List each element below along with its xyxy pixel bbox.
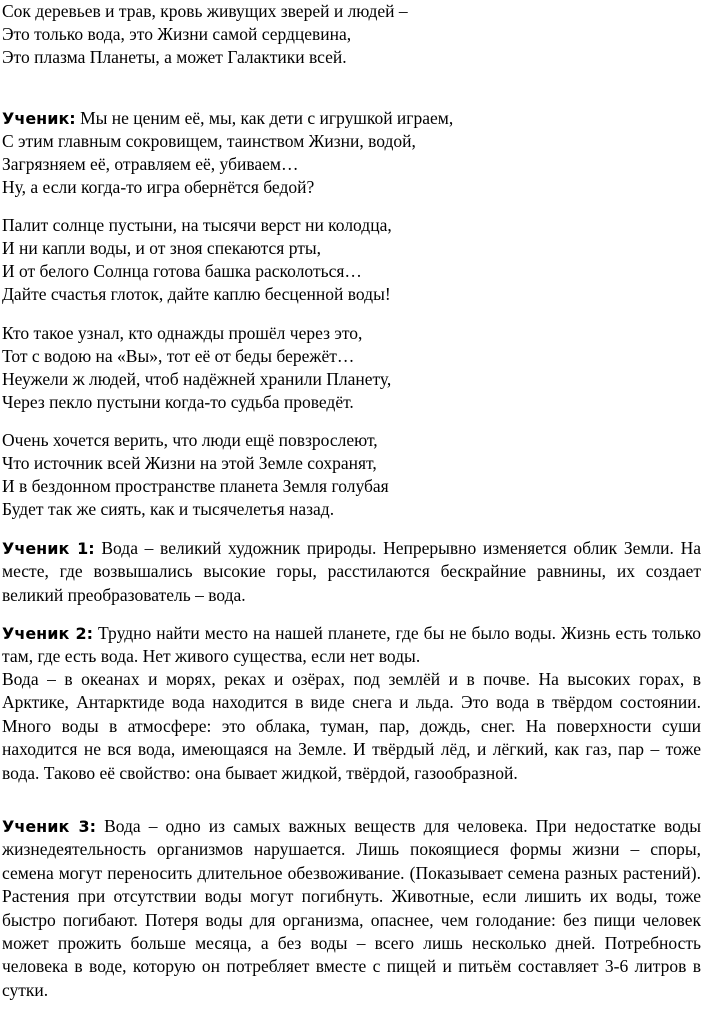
speaker-label: Ученик 2: xyxy=(2,624,94,643)
paragraph-text: Вода – великий художник природы. Непрерывно изменяется облик Земли. На месте, где возвышались высокие горы, расстилаются бескрайние равнины, их создает великий преобразователь – вода. xyxy=(2,538,701,605)
speaker-label: Ученик 1: xyxy=(2,539,95,558)
poem-line: Что источник всей Жизни на этой Земле сохранят, xyxy=(2,453,377,473)
poem-intro-line-1: Сок деревьев и трав, кровь живущих зверей и людей – xyxy=(2,1,408,21)
poem-line: С этим главным сокровищем, таинством Жизни, водой, xyxy=(2,131,416,151)
poem-line: Дайте счастья глоток, дайте каплю бесценной воды! xyxy=(2,284,391,304)
student-2-paragraph xyxy=(2,622,701,669)
poem-line: И от белого Солнца готова башка расколоться… xyxy=(2,261,362,281)
paragraph-text: Вода – одно из самых важных веществ для человека. При недостатке воды жизнедеятельность организмов нарушается. Лишь покоящиеся формы жизни – споры, семена могут переносить длительное обезвоживание. (Показывает семена разных растений). Растения при отсутствии воды могут погибнуть. Животные, если лишить их воды, тоже быстро погибают. Потеря воды для организма, опаснее, чем голодание: без пищи человек может прожить больше месяца, а без воды – всего лишь несколько дней. Потребность человека в воде, которую он потребляет вместе с пищей и питьём составляет 3-6 литров в сутки. xyxy=(2,816,701,1000)
poem-intro-line-3: Это плазма Планеты, а может Галактики всей. xyxy=(2,47,347,67)
poem-line: И ни капли воды, и от зноя спекаются рты, xyxy=(2,238,322,258)
poem-line: Неужели ж людей, чтоб надёжней хранили Планету, xyxy=(2,369,392,389)
paragraph-text: Трудно найти место на нашей планете, где бы не было воды. Жизнь есть только там, где есть вода. Нет живого существа, если нет воды. xyxy=(2,623,701,667)
speaker-label: Ученик: xyxy=(2,109,76,128)
student-3-paragraph xyxy=(2,815,701,1002)
student-1-paragraph xyxy=(2,537,701,607)
poem-line: Будет так же сиять, как и тысячелетья назад. xyxy=(2,499,335,519)
poem-line: Тот с водою на «Вы», тот её от беды бережёт… xyxy=(2,346,355,366)
poem-intro-line-2: Это только вода, это Жизни самой сердцевина, xyxy=(2,24,352,44)
poem-line: Ну, а если когда-то игра обернётся бедой? xyxy=(2,177,315,197)
poem-line: Через пекло пустыни когда-то судьба проведёт. xyxy=(2,392,354,412)
poem-line: Загрязняем её, отравляем её, убиваем… xyxy=(2,154,299,174)
poem-line: Мы не ценим её, мы, как дети с игрушкой играем, xyxy=(75,108,454,128)
poem-student-first-line xyxy=(2,107,453,130)
poem-line: Очень хочется верить, что люди ещё повзрослеют, xyxy=(2,430,378,450)
speaker-label: Ученик 3: xyxy=(2,817,97,836)
student-2-paragraph-continued: Вода – в океанах и морях, реках и озёрах, под землёй и в почве. На высоких горах, в Арктике, Антарктиде вода находится в виде снега и льда. Это вода в твёрдом состоянии. Много воды в атмосфере: это облака, туман, пар, дождь, снег. На поверхности суши находится не вся вода, имеющаяся на Земле. И твёрдый лёд, и лёгкий, как газ, пар – тоже вода. Таково её свойство: она бывает жидкой, твёрдой, газообразной. xyxy=(2,669,701,783)
poem-line: Палит солнце пустыни, на тысячи верст ни колодца, xyxy=(2,215,392,235)
poem-line: И в бездонном пространстве планета Земля голубая xyxy=(2,476,389,496)
poem-line: Кто такое узнал, кто однажды прошёл через это, xyxy=(2,323,363,343)
